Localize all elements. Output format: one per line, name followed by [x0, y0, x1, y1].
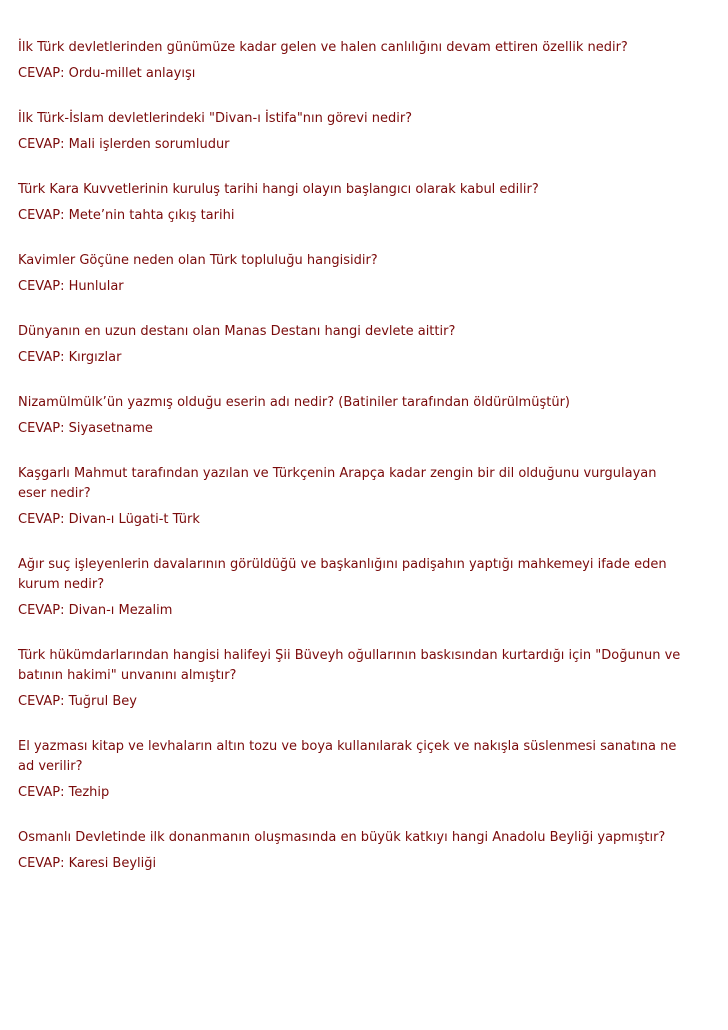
answer-text: CEVAP: Divan-ı Lügati-t Türk [18, 512, 200, 527]
qa-item [18, 109, 688, 155]
qa-item [18, 555, 688, 621]
question-text: Ağır suç işleyenlerin davalarının görüldüğü ve başkanlığını padişahın yaptığı mahkemeyi ifade eden kurum nedir? [18, 557, 667, 592]
question-text: Kaşgarlı Mahmut tarafından yazılan ve Türkçenin Arapça kadar zengin bir dil olduğunu vurgulayan eser nedir? [18, 466, 657, 501]
question-text: İlk Türk-İslam devletlerindeki "Divan-ı İstifa"nın görevi nedir? [18, 111, 413, 126]
question-text: El yazması kitap ve levhaların altın tozu ve boya kullanılarak çiçek ve nakışla süslenmesi sanatına ne ad verilir? [18, 739, 677, 774]
qa-item [18, 737, 688, 803]
qa-item [18, 322, 688, 368]
qa-item [18, 251, 688, 297]
answer-text: CEVAP: Mete’nin tahta çıkış tarihi [18, 208, 235, 223]
answer-text: CEVAP: Karesi Beyliği [18, 856, 157, 871]
question-text: Nizamülmülk’ün yazmış olduğu eserin adı nedir? (Batiniler tarafından öldürülmüştür) [18, 395, 570, 410]
question-text: Türk hükümdarlarından hangisi halifeyi Şii Büveyh oğullarının baskısından kurtardığı için "Doğunun ve batının hakimi" unvanını almıştır? [18, 648, 681, 683]
answer-text: CEVAP: Hunlular [18, 279, 124, 294]
question-text: İlk Türk devletlerinden günümüze kadar gelen ve halen canlılığını devam ettiren özellik nedir? [18, 40, 628, 55]
qa-item [18, 180, 688, 226]
question-text: Türk Kara Kuvvetlerinin kuruluş tarihi hangi olayın başlangıcı olarak kabul edilir? [18, 182, 539, 197]
answer-text: CEVAP: Siyasetname [18, 421, 153, 436]
question-text: Kavimler Göçüne neden olan Türk topluluğu hangisidir? [18, 253, 378, 268]
answer-text: CEVAP: Tezhip [18, 785, 110, 800]
answer-text: CEVAP: Mali işlerden sorumludur [18, 137, 230, 152]
qa-item [18, 393, 688, 439]
answer-text: CEVAP: Ordu-millet anlayışı [18, 66, 196, 81]
answer-text: CEVAP: Tuğrul Bey [18, 694, 137, 709]
answer-text: CEVAP: Kırgızlar [18, 350, 122, 365]
qa-item [18, 464, 688, 530]
qa-item [18, 38, 688, 84]
qa-item [18, 646, 688, 712]
qa-document [18, 38, 688, 899]
question-text: Dünyanın en uzun destanı olan Manas Destanı hangi devlete aittir? [18, 324, 456, 339]
question-text: Osmanlı Devletinde ilk donanmanın oluşmasında en büyük katkıyı hangi Anadolu Beyliği yapmıştır? [18, 830, 666, 845]
answer-text: CEVAP: Divan-ı Mezalim [18, 603, 173, 618]
qa-item [18, 828, 688, 874]
